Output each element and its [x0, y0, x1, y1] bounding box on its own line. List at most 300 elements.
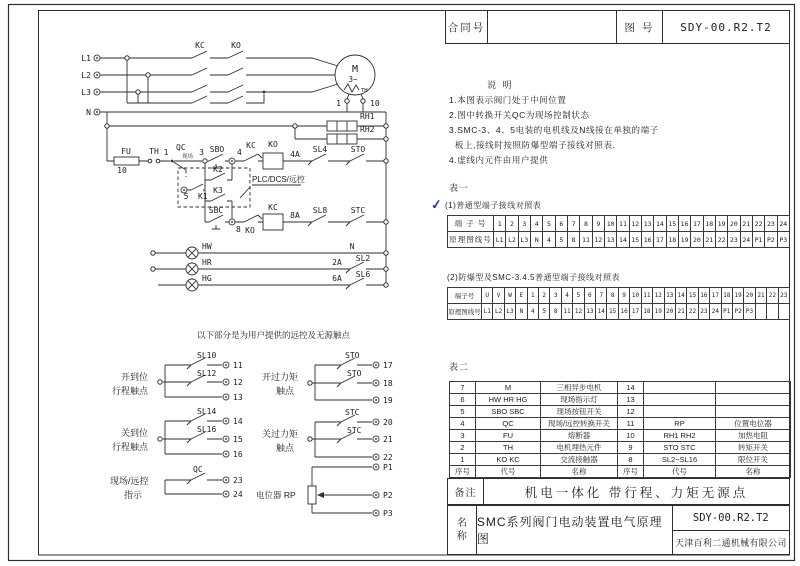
schematic-label: P1	[383, 463, 393, 472]
terminal-table-explosionproof	[447, 287, 790, 320]
schematic-label: KO	[231, 41, 241, 50]
schematic-label: 1	[336, 99, 341, 108]
terminal-cell: 23	[698, 304, 709, 320]
terminal-cell: 3	[550, 288, 561, 304]
schematic-label: 23	[233, 476, 243, 485]
circuit-node	[375, 421, 377, 423]
component-cell: 限位开关	[716, 454, 791, 466]
circuit-node	[158, 437, 162, 441]
terminal-cell: 6	[555, 216, 567, 232]
contract-no-value	[488, 11, 616, 43]
circuit-node	[105, 124, 109, 128]
drawing-no-label: 图 号	[616, 11, 663, 43]
terminal-cell: 7	[596, 288, 607, 304]
schematic-label: KC	[195, 41, 205, 50]
schematic-label: 现场/远控	[110, 476, 149, 486]
circuit-node	[375, 466, 377, 468]
component-cell: RP	[644, 418, 716, 430]
component-cell: 名称	[541, 466, 618, 478]
schematic-label: 关到位	[121, 428, 149, 438]
component-cell: QC	[476, 418, 541, 430]
terminal-cell: 16	[641, 232, 653, 248]
schematic-label: 11	[233, 361, 243, 370]
component-cell: 9	[618, 442, 644, 454]
circuit-node	[203, 159, 207, 163]
circuit-node	[375, 364, 377, 366]
drawing-title: SMC系列阀门电动装置电气原理图	[477, 506, 673, 554]
component-cell: 现场按钮开关	[541, 406, 618, 418]
circuit-node	[384, 220, 388, 224]
schematic-label: 24	[233, 490, 243, 499]
table-two-label: 表二	[449, 362, 470, 372]
schematic-label: 8A	[290, 211, 300, 220]
schematic-label: 行程触点	[112, 442, 149, 452]
terminal-cell: 5	[543, 216, 555, 232]
terminal-cell: 23	[765, 216, 777, 232]
circuit-node	[375, 512, 377, 514]
schematic-label: 5	[183, 192, 189, 201]
schematic-label: 17	[383, 361, 393, 370]
schematic-label: 13	[233, 393, 243, 402]
circuit-node	[146, 73, 150, 77]
schematic-label: PLC/DCS/远控	[252, 175, 305, 184]
schematic-label: P3	[383, 509, 393, 518]
terminal-cell: 21	[740, 216, 752, 232]
terminal-cell: 11	[561, 304, 572, 320]
component-cell: 2	[450, 442, 476, 454]
component-cell: 11	[618, 418, 644, 430]
schematic-label: 电位器 RP	[256, 490, 296, 500]
terminal-cell: 11	[580, 232, 592, 248]
component-cell: TH	[476, 442, 541, 454]
terminal-cell: P3	[744, 304, 755, 320]
schematic-label: STO	[350, 145, 366, 154]
component-cell	[644, 394, 716, 406]
circuit-node	[361, 99, 365, 103]
circuit-node	[156, 159, 160, 163]
terminal-cell: 13	[641, 216, 653, 232]
schematic-label: 1	[163, 148, 169, 157]
component-cell	[716, 382, 791, 394]
remark-text: 机电一体化 带行程、力矩无源点	[524, 485, 749, 500]
schematic-label: 10	[117, 166, 127, 175]
schematic-label: 指示	[124, 490, 143, 500]
terminal-cell: 24	[777, 216, 789, 232]
terminal-cell: L2	[506, 232, 518, 248]
schematic-label: SL12	[197, 369, 217, 378]
terminal-cell: E	[516, 288, 527, 304]
circuit-node	[96, 74, 98, 76]
terminal-cell: 24	[740, 232, 752, 248]
terminal-cell: 20	[728, 216, 740, 232]
component-cell: 13	[618, 394, 644, 406]
circuit-node	[375, 399, 377, 401]
terminal-cell: L3	[504, 304, 515, 320]
circuit-node	[125, 56, 129, 60]
terminal-cell: 23	[778, 288, 789, 304]
schematic-label: HG	[202, 274, 212, 283]
schematic-label: 20	[383, 418, 393, 427]
name-block	[447, 505, 790, 555]
heater-rh1	[327, 121, 357, 131]
schematic-label: 开过力矩	[262, 372, 299, 382]
terminal-cell: 2	[506, 216, 518, 232]
terminal-cell: 18	[641, 304, 652, 320]
schematic-label: 关过力矩	[262, 429, 299, 439]
schematic-label: SL8	[312, 206, 328, 215]
schematic-label: 2A	[332, 258, 342, 267]
component-cell: SL2~SL16	[644, 454, 716, 466]
schematic-label: SL2	[355, 254, 371, 263]
junction-circles	[105, 56, 388, 441]
component-cell: 3	[450, 430, 476, 442]
terminal-cell: 17	[654, 232, 666, 248]
component-cell	[716, 394, 791, 406]
component-cell	[644, 382, 716, 394]
schematic-label: 19	[383, 396, 393, 405]
schematic-label: L1	[81, 54, 91, 63]
drawing-number: SDY-00.R2.T2	[673, 506, 789, 531]
table-one-label: 表一	[449, 183, 470, 193]
schematic-label: KC	[268, 203, 278, 212]
coil-kc	[263, 214, 283, 230]
circuit-node	[308, 381, 312, 385]
schematic-label: 22	[383, 453, 393, 462]
potentiometer-rp	[308, 486, 316, 504]
terminal-cell: P2	[732, 304, 743, 320]
component-cell: 5	[450, 406, 476, 418]
terminal-cell: W	[504, 288, 515, 304]
terminal-cell: 14	[654, 216, 666, 232]
terminal-cell: P2	[765, 232, 777, 248]
schematic-label: K1	[198, 192, 208, 201]
circuit-node	[183, 189, 185, 191]
terminal-cell: 11	[641, 288, 652, 304]
schematic-label: 21	[383, 435, 393, 444]
schematic-label: 行程触点	[112, 386, 149, 396]
schematic-label: SL6	[355, 270, 371, 279]
schematic-label: 3	[199, 148, 204, 157]
table-one-sub2-caption: (2)防爆型及SMC-3.4.5普通型端子接线对照表	[447, 273, 621, 282]
schematic-label: N	[86, 108, 91, 117]
table-one-caption: (1)普通型端子接线对照表	[445, 201, 542, 210]
wiper-arrow-icon	[317, 492, 324, 498]
circuit-node	[375, 494, 377, 496]
schematic-label: 4	[237, 148, 242, 157]
terminal-row-header: 端子号	[448, 288, 482, 304]
circuit-node	[375, 438, 377, 440]
schematic-label: FU	[121, 147, 131, 156]
terminal-cell: 5	[573, 288, 584, 304]
title-block	[445, 10, 790, 44]
terminal-table	[447, 215, 790, 248]
component-cell: 位置电位器	[716, 418, 791, 430]
terminal-cell: 6	[584, 288, 595, 304]
terminal-cell	[767, 304, 778, 320]
terminal-cell: 16	[678, 216, 690, 232]
terminal-cell: 16	[698, 288, 709, 304]
terminal-cell: 19	[715, 216, 727, 232]
terminal-cell: L3	[518, 232, 530, 248]
terminal-cell: 21	[755, 288, 766, 304]
circuit-node	[384, 137, 388, 141]
component-cell: M	[476, 382, 541, 394]
junction-dot	[171, 160, 174, 163]
terminal-cell: L1	[494, 232, 506, 248]
component-cell: 转矩开关	[716, 442, 791, 454]
terminal-table-normal	[447, 215, 790, 248]
drawing-no-value: SDY-00.R2.T2	[680, 20, 772, 34]
contact-blades	[172, 51, 364, 484]
circuit-node	[231, 160, 233, 162]
terminal-cell: 19	[653, 304, 664, 320]
terminal-cell: 10	[630, 288, 641, 304]
name-block-right	[673, 506, 789, 554]
circuit-node	[136, 90, 140, 94]
terminal-cell: 20	[664, 304, 675, 320]
circuit-node	[151, 251, 155, 255]
schematic-label: 18	[383, 379, 393, 388]
note-line: 2.图中转换开关QC为现场控制状态	[449, 110, 590, 120]
schematic-label: STC	[347, 426, 362, 435]
terminal-cell: 8	[567, 232, 579, 248]
note-line: 4.虚线内元件由用户提供	[449, 155, 549, 165]
circuit-node	[384, 124, 388, 128]
circuit-node	[96, 111, 98, 113]
terminal-cell: 4	[527, 304, 538, 320]
coil-ko	[263, 153, 283, 169]
terminal-cell: 17	[710, 288, 721, 304]
circuit-node	[158, 380, 162, 384]
component-cell: 14	[618, 382, 644, 394]
terminal-cell	[778, 304, 789, 320]
component-cell: 10	[618, 430, 644, 442]
schematic-label: N	[349, 242, 355, 251]
schematic-label: 15	[233, 435, 243, 444]
circuit-node	[225, 396, 227, 398]
circuit-node	[151, 267, 155, 271]
schematic-label: STO	[347, 369, 362, 378]
schematic-label: HW	[202, 242, 212, 251]
terminal-row-header: 原理图线号	[448, 232, 494, 248]
circuit-node	[225, 420, 227, 422]
terminal-cell: 19	[678, 232, 690, 248]
schematic-label: RH1	[360, 112, 375, 121]
circuit-node	[384, 159, 388, 163]
circuit-node	[225, 438, 227, 440]
schematic-label: TH	[149, 147, 159, 156]
schematic-label: SL14	[197, 407, 217, 416]
terminal-cell: 1	[494, 216, 506, 232]
schematic-label: KO	[245, 226, 255, 235]
terminal-cell: 10	[604, 216, 616, 232]
name-label-text: 名称	[456, 518, 467, 542]
schematic-label: 8	[236, 225, 241, 234]
schematic-label: 现场	[182, 154, 194, 160]
schematic-label: STC	[350, 206, 366, 215]
component-cell: 代号	[644, 466, 716, 478]
terminal-cell: 4	[543, 232, 555, 248]
circuit-node	[225, 479, 227, 481]
component-cell: 12	[618, 406, 644, 418]
terminal-cell: 15	[687, 288, 698, 304]
notes-block	[449, 78, 789, 169]
terminal-cell: 9	[618, 288, 629, 304]
schematic-label: STC	[345, 408, 360, 417]
component-legend-table	[449, 381, 791, 478]
schematic-label: 14	[233, 417, 243, 426]
terminal-cell: 8	[607, 288, 618, 304]
schematic-label: 以下部分是为用户提供的远控及无源触点	[197, 330, 351, 340]
terminal-cell: 18	[666, 232, 678, 248]
circuit-node	[96, 91, 98, 93]
terminal-cell: 14	[596, 304, 607, 320]
circuit-node	[375, 456, 377, 458]
terminal-cell: 8	[580, 216, 592, 232]
terminal-cell: 17	[691, 216, 703, 232]
component-cell: 7	[450, 382, 476, 394]
terminal-cell: P1	[721, 304, 732, 320]
terminal-cell: 2	[539, 288, 550, 304]
component-cell: 电机埋热元件	[541, 442, 618, 454]
circuit-node	[345, 99, 349, 103]
terminal-cell: L2	[493, 304, 504, 320]
terminal-cell: 19	[732, 288, 743, 304]
schematic-label: 16	[233, 450, 243, 459]
terminal-cell: 12	[573, 304, 584, 320]
terminal-row-header: 端 子 号	[448, 216, 494, 232]
component-cell: 序号	[450, 466, 476, 478]
schematic-label: HR	[202, 258, 212, 267]
junction-dot	[263, 91, 266, 94]
schematic-label: QC	[176, 143, 186, 152]
terminal-cell: 13	[664, 288, 675, 304]
terminal-cell: U	[482, 288, 493, 304]
component-cell: 8	[618, 454, 644, 466]
circuit-node	[231, 221, 233, 223]
component-cell: 序号	[618, 466, 644, 478]
component-cell	[644, 406, 716, 418]
terminal-cell: P3	[777, 232, 789, 248]
schematic-label: 开到位	[121, 372, 149, 382]
schematic-label: SBO	[209, 145, 225, 154]
circuit-node	[384, 267, 388, 271]
terminal-cell: 13	[604, 232, 616, 248]
terminal-cell: 15	[629, 232, 641, 248]
schematic-label: STO	[345, 351, 360, 360]
component-cell: 交流接触器	[541, 454, 618, 466]
schematic-label: K2	[213, 165, 223, 174]
component-cell: 6	[450, 394, 476, 406]
fuse-fu	[114, 157, 139, 165]
schematic-label: KO	[268, 140, 278, 149]
circuit-node	[225, 453, 227, 455]
component-cell: RH1 RH2	[644, 430, 716, 442]
terminal-cell: 16	[618, 304, 629, 320]
terminal-cell: N	[530, 232, 542, 248]
schematic-label: SL16	[197, 425, 217, 434]
terminal-cell: 5	[555, 232, 567, 248]
component-cell: 加热电阻	[716, 430, 791, 442]
schematic-label: 3~	[348, 75, 358, 84]
component-cell: 4	[450, 418, 476, 430]
circuit-node	[375, 382, 377, 384]
schematic-label: 10	[370, 99, 380, 108]
component-cell: 现场指示灯	[541, 394, 618, 406]
schematic-label: L2	[81, 71, 91, 80]
terminal-cell: 18	[703, 216, 715, 232]
heater-rh2	[327, 134, 357, 144]
check-icon: ✓	[430, 196, 443, 213]
terminal-cell: 4	[561, 288, 572, 304]
terminal-cell: N	[516, 304, 527, 320]
circuit-node	[384, 251, 388, 255]
schematic-label: 12	[233, 378, 243, 387]
schematic-label: 触点	[276, 386, 295, 396]
component-cell	[716, 406, 791, 418]
terminal-cell: 13	[584, 304, 595, 320]
terminal-cell: 12	[592, 232, 604, 248]
component-cell: 代号	[476, 466, 541, 478]
schematic-label: M	[351, 64, 359, 75]
terminal-cell: 22	[767, 288, 778, 304]
note-line: 板上,接线时按照防爆型端子接线对照表.	[449, 140, 616, 150]
schematic-label: QC	[193, 465, 203, 474]
terminal-cell: 3	[518, 216, 530, 232]
remark-block	[447, 478, 790, 505]
component-cell: 三相异步电机	[541, 382, 618, 394]
terminal-cell: 22	[715, 232, 727, 248]
notes-title: 说 明	[487, 80, 514, 90]
terminal-cell: 22	[687, 304, 698, 320]
terminal-cell: V	[493, 288, 504, 304]
terminal-cell: 14	[675, 288, 686, 304]
component-cell: 1	[450, 454, 476, 466]
schematic-labels	[81, 41, 392, 518]
note-line: 3.SMC-3、4、5电装的电机线及N线接在单独的端子	[449, 125, 659, 135]
circuit-node	[148, 159, 152, 163]
schematic-label: RH2	[360, 125, 375, 134]
terminal-cell: 22	[752, 216, 764, 232]
terminal-cell: 21	[703, 232, 715, 248]
schematic-label: 4A	[290, 150, 300, 159]
schematic-label: TH	[361, 88, 368, 94]
component-cell: 现场/远控转换开关	[541, 418, 618, 430]
schematic-label: SL4	[312, 145, 328, 154]
terminal-cell: 1	[527, 288, 538, 304]
circuit-node	[225, 493, 227, 495]
terminal-cell: 5	[539, 304, 550, 320]
terminal-cell: 11	[617, 216, 629, 232]
schematic-label: SL10	[197, 351, 217, 360]
circuit-node	[293, 124, 297, 128]
terminal-cell: 4	[530, 216, 542, 232]
circuit-node	[225, 364, 227, 366]
schematic-label: KC	[246, 141, 256, 150]
component-cell: FU	[476, 430, 541, 442]
schematic-label: K3	[213, 186, 223, 195]
component-cell: STO STC	[644, 442, 716, 454]
component-cell: 名称	[716, 466, 791, 478]
terminal-cell: 9	[592, 216, 604, 232]
schematic-label: 6A	[332, 274, 342, 283]
name-label	[448, 506, 477, 554]
terminal-cell: 23	[728, 232, 740, 248]
schematic-label: 触点	[276, 443, 295, 453]
remark-label: 备注	[448, 479, 484, 504]
terminal-cell: 20	[691, 232, 703, 248]
circuit-node	[308, 437, 312, 441]
